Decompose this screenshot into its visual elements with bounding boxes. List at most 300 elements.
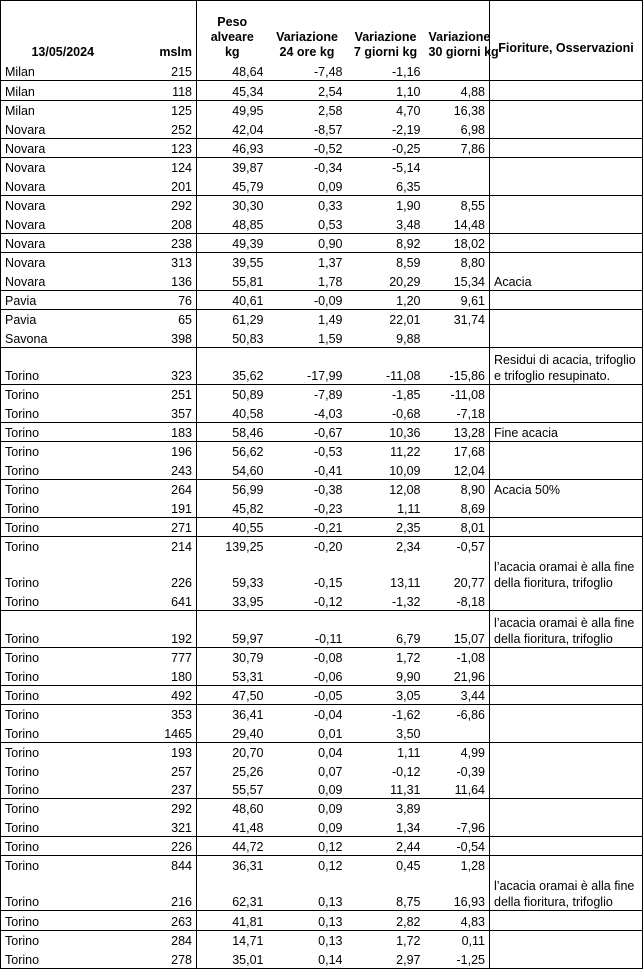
table-row: [1, 214, 643, 233]
cell-var30: -7,96: [425, 817, 490, 836]
table-row: [1, 536, 643, 555]
cell-var24: -7,89: [314, 388, 343, 403]
cell-var7: 1,20: [347, 290, 425, 309]
cell-var7: 1,72: [396, 651, 421, 666]
header-mslm: mslm: [111, 1, 197, 63]
cell-var30: [425, 157, 490, 176]
cell-mslm: 226: [111, 555, 197, 591]
cell-peso: 44,72: [197, 836, 268, 855]
cell-mslm: 208: [111, 214, 197, 233]
cell-var30: 16,38: [425, 100, 490, 119]
cell-observations: [490, 761, 643, 779]
cell-peso: 49,39: [197, 233, 268, 252]
cell-mslm: 398: [111, 328, 197, 347]
cell-var30: -6,86: [425, 704, 490, 723]
table-row: [1, 517, 643, 536]
cell-mslm: 238: [111, 233, 197, 252]
table-row: [1, 310, 643, 329]
cell-peso: 30,79: [197, 647, 268, 666]
cell-observations: [490, 536, 643, 555]
cell-var24: 0,12: [268, 836, 347, 855]
cell-var7: 1,11: [347, 498, 425, 517]
cell-observations: [490, 780, 643, 799]
cell-observations: Acacia: [490, 271, 643, 290]
cell-var7: 11,31: [347, 780, 425, 799]
cell-var7: 9,88: [347, 328, 425, 347]
cell-peso: 41,48: [197, 817, 268, 836]
cell-var24: 0,12: [318, 859, 343, 874]
table-row: [1, 723, 643, 742]
cell-var30: 16,93: [425, 874, 490, 911]
cell-var24: -0,15: [314, 576, 343, 591]
cell-var7: 0,45: [396, 859, 421, 874]
cell-var30: -1,25: [425, 949, 490, 968]
cell-var7: 3,50: [347, 723, 425, 742]
cell-var30: 4,88: [425, 81, 490, 100]
cell-var24: 1,78: [268, 271, 347, 290]
cell-var24: 0,09: [268, 817, 347, 836]
cell-observations: [490, 949, 643, 968]
cell-var7: -1,85: [392, 388, 421, 403]
cell-var30: 20,77: [425, 555, 490, 591]
cell-mslm: 278: [111, 949, 197, 968]
table-row: [1, 949, 643, 968]
cell-var7: 8,92: [347, 233, 425, 252]
cell-var7: 12,08: [389, 483, 421, 498]
table-row: [1, 252, 643, 271]
cell-location: Torino: [1, 647, 111, 666]
cell-peso: 33,95: [197, 591, 268, 610]
cell-var7: -0,68: [347, 403, 425, 422]
table-row: [1, 271, 643, 290]
cell-peso: 45,34: [197, 81, 268, 100]
cell-var24: 0,13: [268, 874, 347, 911]
cell-location: Novara: [1, 138, 111, 157]
cell-var7: 1,34: [347, 817, 425, 836]
cell-var30: 3,44: [425, 685, 490, 704]
cell-peso: 47,50: [197, 685, 268, 704]
cell-observations: Fine acacia: [490, 422, 643, 441]
cell-var7: 1,72: [396, 934, 421, 949]
cell-mslm: 216: [111, 874, 197, 911]
cell-var7: 2,44: [347, 836, 425, 855]
cell-var24: -0,38: [314, 483, 343, 498]
cell-var24: -0,23: [268, 498, 347, 517]
cell-mslm: 196: [111, 442, 197, 461]
cell-var30: 7,86: [425, 138, 490, 157]
table-row: [1, 911, 643, 930]
cell-var24: 0,33: [318, 199, 343, 214]
cell-var24: 0,13: [268, 911, 347, 930]
cell-peso: 48,64: [197, 62, 268, 81]
cell-mslm: 191: [111, 498, 197, 517]
table-row: [1, 422, 643, 441]
cell-var7: 6,35: [347, 176, 425, 195]
cell-mslm: 777: [111, 647, 197, 666]
cell-var30: 13,28: [425, 422, 490, 441]
cell-peso: 41,81: [197, 911, 268, 930]
header-row: [1, 1, 643, 63]
cell-var24: 0,53: [268, 214, 347, 233]
table-row: [1, 704, 643, 723]
cell-var24: -0,12: [268, 591, 347, 610]
cell-observations: [490, 290, 643, 309]
header-var24-line2: 24 ore kg: [279, 45, 335, 59]
table-row: [1, 647, 643, 666]
cell-location: Milan: [1, 62, 111, 81]
cell-location: Novara: [1, 271, 111, 290]
cell-location: Torino: [1, 723, 111, 742]
cell-var30: -7,18: [425, 403, 490, 422]
cell-location: Novara: [1, 214, 111, 233]
cell-peso: 48,60: [197, 798, 268, 817]
cell-peso: 58,46: [197, 422, 268, 441]
cell-var30: 9,61: [425, 290, 490, 309]
cell-location: Torino: [1, 610, 111, 647]
cell-var30: 31,74: [425, 310, 490, 329]
cell-var30: 8,90: [425, 479, 490, 498]
cell-mslm: 183: [111, 422, 197, 441]
cell-var24: -0,04: [314, 708, 343, 723]
cell-peso: 48,85: [197, 214, 268, 233]
cell-observations: [490, 685, 643, 704]
cell-var7: -2,19: [347, 119, 425, 138]
cell-var24: -0,67: [268, 422, 347, 441]
cell-var30: 17,68: [425, 442, 490, 461]
cell-var24: -0,21: [268, 517, 347, 536]
cell-observations: [490, 384, 643, 403]
cell-mslm: 193: [111, 742, 197, 761]
cell-var30: -0,39: [425, 761, 490, 779]
cell-peso: 55,81: [197, 271, 268, 290]
cell-var30: 6,98: [425, 119, 490, 138]
cell-var30: -0,54: [425, 836, 490, 855]
cell-location: Torino: [1, 442, 111, 461]
cell-observations: [490, 100, 643, 119]
cell-location: Torino: [1, 517, 111, 536]
cell-peso: 42,04: [197, 119, 268, 138]
header-var24-line1: Variazione: [276, 30, 338, 44]
cell-location: Torino: [1, 761, 111, 779]
cell-observations: [490, 930, 643, 949]
cell-var24: 2,54: [268, 81, 347, 100]
cell-peso: 29,40: [197, 723, 268, 742]
table-row: [1, 930, 643, 949]
cell-var30: 15,34: [425, 271, 490, 290]
table-body: [1, 62, 643, 968]
cell-peso: 40,55: [197, 517, 268, 536]
cell-var30: -8,18: [425, 591, 490, 610]
cell-location: Torino: [1, 930, 111, 949]
cell-observations: [490, 723, 643, 742]
header-peso-line1: Peso: [217, 15, 248, 29]
table-row: [1, 442, 643, 461]
cell-var30: 11,64: [425, 780, 490, 799]
cell-peso: 61,29: [197, 310, 268, 329]
cell-mslm: 323: [111, 347, 197, 384]
cell-var24: 1,37: [318, 256, 343, 271]
cell-var24: -0,52: [268, 138, 347, 157]
cell-peso: 50,83: [197, 328, 268, 347]
cell-location: Torino: [1, 422, 111, 441]
table-row: [1, 119, 643, 138]
cell-var7: 6,79: [347, 610, 425, 647]
cell-var30: 8,55: [425, 195, 490, 214]
cell-location: Torino: [1, 591, 111, 610]
cell-peso: 20,70: [197, 742, 268, 761]
cell-observations: [490, 403, 643, 422]
cell-peso: 56,99: [197, 479, 268, 498]
cell-observations: [490, 498, 643, 517]
cell-observations: l’acacia oramai è alla fine della fioritura, trifoglio: [490, 555, 643, 591]
table-row: [1, 798, 643, 817]
cell-location: Torino: [1, 479, 111, 498]
cell-var7: 2,82: [347, 911, 425, 930]
cell-var24: 0,04: [318, 746, 343, 761]
cell-mslm: 125: [111, 100, 197, 119]
cell-location: Torino: [1, 817, 111, 836]
table-row: [1, 403, 643, 422]
cell-mslm: 123: [111, 138, 197, 157]
cell-observations: [490, 742, 643, 761]
cell-peso: 46,93: [197, 138, 268, 157]
cell-observations: [490, 119, 643, 138]
cell-peso: 45,79: [197, 176, 268, 195]
cell-var24: -0,20: [314, 540, 343, 555]
cell-var7: 20,29: [347, 271, 425, 290]
table-row: [1, 479, 643, 498]
table-row: [1, 81, 643, 100]
cell-var7: 9,90: [347, 666, 425, 685]
cell-var7: 8,59: [396, 256, 421, 271]
cell-peso: 30,30: [197, 195, 268, 214]
cell-mslm: 844: [111, 856, 197, 875]
table-row: [1, 780, 643, 799]
cell-var24: -0,34: [314, 161, 343, 176]
cell-peso: 39,87: [197, 157, 268, 176]
cell-var30: 8,01: [425, 517, 490, 536]
cell-peso: 25,26: [197, 761, 268, 779]
cell-location: Torino: [1, 666, 111, 685]
cell-var7: 1,10: [347, 81, 425, 100]
cell-var30: -0,57: [425, 536, 490, 555]
cell-mslm: 76: [111, 290, 197, 309]
cell-var7: 8,75: [347, 874, 425, 911]
cell-location: Torino: [1, 685, 111, 704]
cell-observations: [490, 442, 643, 461]
cell-var24: -0,06: [268, 666, 347, 685]
table-row: [1, 856, 643, 875]
cell-mslm: 353: [111, 704, 197, 723]
cell-var7: 22,01: [389, 313, 421, 328]
table-row: [1, 290, 643, 309]
cell-var24: 1,59: [268, 328, 347, 347]
cell-location: Torino: [1, 798, 111, 817]
cell-mslm: 641: [111, 591, 197, 610]
cell-location: Milan: [1, 81, 111, 100]
cell-var30: [425, 328, 490, 347]
table-row: [1, 384, 643, 403]
cell-observations: [490, 460, 643, 479]
cell-mslm: 124: [111, 157, 197, 176]
cell-observations: [490, 195, 643, 214]
cell-var24: 0,90: [268, 233, 347, 252]
cell-observations: [490, 591, 643, 610]
cell-var30: [425, 798, 490, 817]
table-row: [1, 610, 643, 647]
cell-var7: 1,11: [397, 746, 421, 761]
cell-mslm: 180: [111, 666, 197, 685]
cell-location: Savona: [1, 328, 111, 347]
cell-peso: 62,31: [197, 874, 268, 911]
cell-peso: 40,61: [197, 290, 268, 309]
cell-location: Torino: [1, 856, 111, 875]
cell-location: Torino: [1, 498, 111, 517]
table-row: [1, 138, 643, 157]
cell-location: Torino: [1, 836, 111, 855]
cell-location: Torino: [1, 874, 111, 911]
header-var30-line1: Variazione: [428, 30, 491, 44]
cell-var30: 21,96: [425, 666, 490, 685]
header-var7-line2: 7 giorni kg: [353, 45, 418, 59]
header-var30: [425, 1, 499, 63]
cell-var7: -11,08: [347, 347, 425, 384]
cell-mslm: 264: [111, 479, 197, 498]
cell-var30: [425, 62, 490, 81]
cell-location: Torino: [1, 780, 111, 799]
table-row: [1, 176, 643, 195]
table-row: [1, 460, 643, 479]
cell-var24: -0,11: [268, 610, 347, 647]
cell-mslm: 251: [111, 384, 197, 403]
cell-observations: [490, 328, 643, 347]
cell-var24: 0,09: [318, 802, 343, 817]
cell-mslm: 192: [111, 610, 197, 647]
cell-peso: 56,62: [197, 442, 268, 461]
cell-location: Novara: [1, 157, 111, 176]
table-row: [1, 233, 643, 252]
cell-var30: 18,02: [425, 233, 490, 252]
cell-observations: [490, 176, 643, 195]
cell-location: Novara: [1, 233, 111, 252]
header-var7: [347, 1, 425, 63]
cell-peso: 45,82: [197, 498, 268, 517]
cell-peso: 53,31: [197, 666, 268, 685]
cell-mslm: 214: [111, 536, 197, 555]
cell-mslm: 65: [111, 310, 197, 329]
table-row: [1, 742, 643, 761]
cell-mslm: 321: [111, 817, 197, 836]
cell-mslm: 357: [111, 403, 197, 422]
cell-peso: 50,89: [197, 384, 268, 403]
cell-peso: 35,62: [197, 347, 268, 384]
header-peso-line3: kg: [224, 45, 240, 59]
header-peso-line2: alveare: [210, 30, 254, 44]
cell-peso: 54,60: [197, 460, 268, 479]
table-row: [1, 347, 643, 384]
cell-peso: 14,71: [197, 930, 268, 949]
cell-mslm: 243: [111, 460, 197, 479]
table-row: [1, 761, 643, 779]
cell-location: Torino: [1, 403, 111, 422]
cell-var24: 0,01: [268, 723, 347, 742]
cell-mslm: 257: [111, 761, 197, 779]
cell-var7: -0,25: [347, 138, 425, 157]
cell-var24: 0,14: [268, 949, 347, 968]
cell-mslm: 201: [111, 176, 197, 195]
cell-var7: -1,62: [392, 708, 421, 723]
cell-var30: 8,69: [425, 498, 490, 517]
cell-observations: l’acacia oramai è alla fine della fioritura, trifoglio: [490, 610, 643, 647]
cell-location: Novara: [1, 119, 111, 138]
table-row: [1, 157, 643, 176]
cell-var24: 0,13: [318, 934, 343, 949]
table-row: [1, 498, 643, 517]
cell-observations: [490, 233, 643, 252]
cell-var24: -0,09: [268, 290, 347, 309]
cell-location: Torino: [1, 742, 111, 761]
cell-observations: Acacia 50%: [490, 479, 643, 498]
cell-var30: 12,04: [425, 460, 490, 479]
cell-var24: -0,05: [268, 685, 347, 704]
cell-var30: -15,86: [425, 347, 490, 384]
cell-var7: 3,89: [396, 802, 421, 817]
cell-observations: [490, 856, 643, 875]
cell-observations: [490, 81, 643, 100]
cell-var7: 10,09: [347, 460, 425, 479]
cell-mslm: 313: [111, 252, 197, 271]
cell-var7: 2,34: [396, 540, 421, 555]
cell-var7: -1,16: [347, 62, 425, 81]
cell-var7: -1,32: [347, 591, 425, 610]
cell-var7: 10,36: [347, 422, 425, 441]
cell-peso: 39,55: [197, 252, 268, 271]
cell-peso: 59,33: [197, 555, 268, 591]
cell-var30: 14,48: [425, 214, 490, 233]
cell-mslm: 292: [111, 195, 197, 214]
cell-location: Milan: [1, 100, 111, 119]
cell-peso: 36,31: [197, 856, 268, 875]
cell-location: Torino: [1, 384, 111, 403]
table-row: [1, 817, 643, 836]
table-row: [1, 195, 643, 214]
cell-mslm: 292: [111, 798, 197, 817]
cell-peso: 59,97: [197, 610, 268, 647]
cell-var24: -17,99: [268, 347, 347, 384]
cell-var24: -0,08: [314, 651, 343, 666]
cell-location: Novara: [1, 176, 111, 195]
cell-mslm: 237: [111, 780, 197, 799]
header-obs: Fioriture, Osservazioni: [490, 1, 643, 63]
cell-location: Torino: [1, 460, 111, 479]
cell-var30: [425, 723, 490, 742]
cell-observations: [490, 798, 643, 817]
cell-mslm: 263: [111, 911, 197, 930]
cell-var7: 3,48: [347, 214, 425, 233]
cell-observations: [490, 517, 643, 536]
cell-observations: [490, 704, 643, 723]
cell-location: Pavia: [1, 290, 111, 309]
cell-observations: Residui di acacia, trifoglio e trifoglio resupinato.: [490, 347, 643, 384]
cell-var24: -4,03: [268, 403, 347, 422]
cell-location: Novara: [1, 252, 111, 271]
cell-var7: 1,90: [396, 199, 421, 214]
header-var7-line1: Variazione: [354, 30, 417, 44]
cell-observations: [490, 911, 643, 930]
cell-var30: [425, 176, 490, 195]
cell-location: Torino: [1, 347, 111, 384]
cell-var7: 3,05: [347, 685, 425, 704]
